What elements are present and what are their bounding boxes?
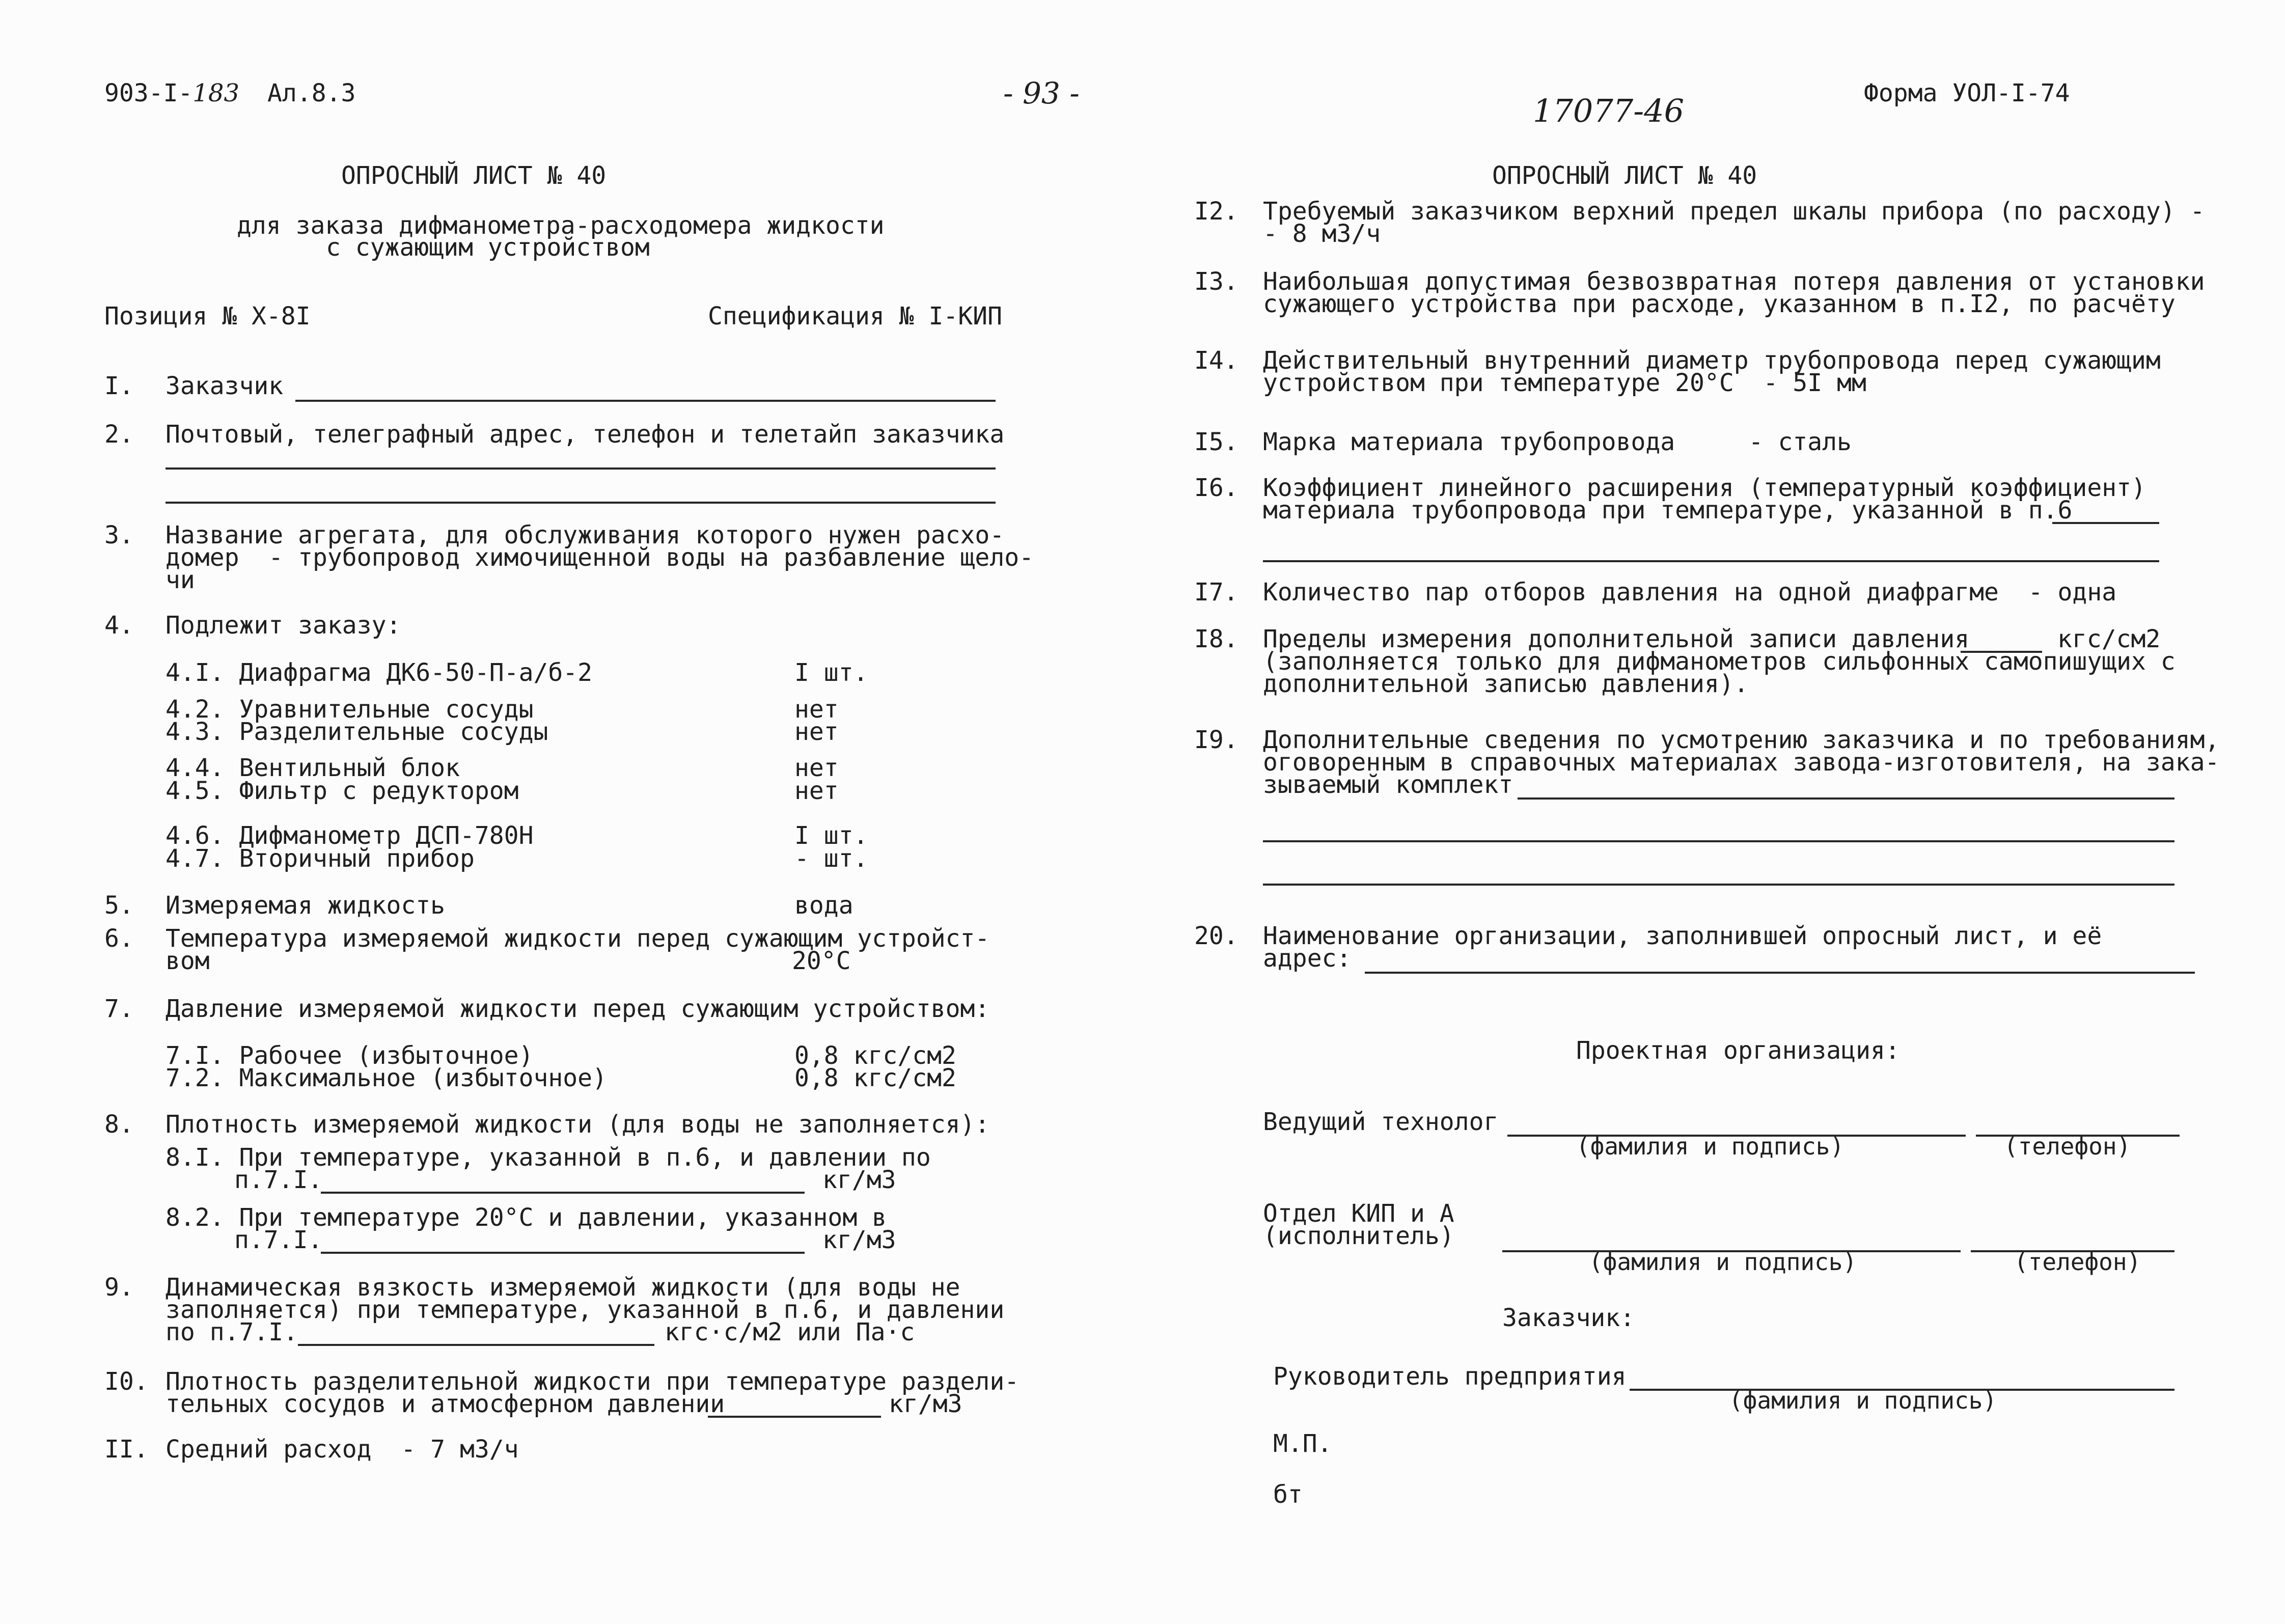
item-13-text-2: сужающего устройства при расходе, указанном в п.I2, по расчёту — [1263, 290, 2176, 318]
item-4-7-value: - шт. — [794, 844, 868, 873]
lead-tech-phone-caption: (телефон) — [2004, 1133, 2131, 1160]
item-4-text: Подлежит заказу: — [166, 611, 401, 640]
item-9-blank-line — [298, 1344, 654, 1346]
left-subtitle-1: для заказа дифманометра-расходомера жидкости — [237, 211, 885, 240]
item-9-text-1: Динамическая вязкость измеряемой жидкости (для воды не — [166, 1273, 960, 1302]
item-19-blank-line-1 — [1518, 797, 2174, 800]
item-8-2-text-2: п.7.I. — [234, 1226, 323, 1254]
item-10-unit: кг/м3 — [889, 1390, 962, 1418]
stamp-place-label: М.П. — [1273, 1429, 1332, 1458]
item-4-3-value: нет — [794, 718, 839, 746]
item-19-number: I9. — [1194, 726, 1238, 754]
item-16-blank-line-2 — [1263, 560, 2159, 562]
address-blank-line-2 — [166, 502, 996, 504]
form-code: Форма УОЛ-I-74 — [1864, 79, 2070, 107]
item-11-text: Средний расход - 7 м3/ч — [166, 1435, 519, 1464]
item-20-blank-line — [1365, 972, 2195, 974]
kip-department-label: Отдел КИП и А — [1263, 1199, 1454, 1228]
item-17-number: I7. — [1194, 578, 1238, 607]
item-17-text: Количество пар отборов давления на одной диафрагме - одна — [1263, 578, 2117, 607]
item-4-5-text: 4.5. Фильтр с редуктором — [166, 777, 519, 805]
item-1-number: I. — [104, 372, 134, 400]
item-4-1-value: I шт. — [794, 658, 868, 687]
item-9-number: 9. — [104, 1273, 134, 1302]
design-org-heading: Проектная организация: — [1576, 1036, 1900, 1065]
item-3-text-1: Название агрегата, для обслуживания которого нужен расхо- — [166, 521, 1005, 549]
director-name-caption: (фамилия и подпись) — [1729, 1387, 1997, 1414]
item-4-6-value: I шт. — [794, 821, 868, 850]
item-19-text-1: Дополнительные сведения по усмотрению заказчика и по требованиям, — [1263, 726, 2220, 754]
item-20-text-1: Наименование организации, заполнившей опросный лист, и её — [1263, 922, 2102, 950]
item-4-6-text: 4.6. Дифманометр ДСП-780Н — [166, 821, 534, 850]
item-8-2-unit: кг/м3 — [822, 1226, 896, 1254]
item-9-text-2: заполняется) при температуре, указанной в п.6, и давлении — [166, 1296, 1005, 1324]
item-13-number: I3. — [1194, 267, 1238, 296]
item-4-2-value: нет — [794, 695, 839, 724]
item-15-text: Марка материала трубопровода - сталь — [1263, 428, 1852, 456]
item-10-blank-line — [708, 1416, 881, 1418]
address-blank-line-1 — [166, 467, 996, 470]
lead-technologist-label: Ведущий технолог — [1263, 1108, 1499, 1136]
item-10-number: I0. — [104, 1367, 149, 1396]
item-5-number: 5. — [104, 891, 134, 920]
kip-phone-caption: (телефон) — [2014, 1248, 2141, 1276]
item-4-4-text: 4.4. Вентильный блок — [166, 754, 460, 782]
item-19-blank-line-3 — [1263, 884, 2174, 886]
item-7-1-value: 0,8 кгс/см2 — [794, 1041, 956, 1070]
item-16-text-2: материала трубопровода при температуре, указанной в п.6 — [1263, 496, 2073, 525]
item-18-text-2: (заполняется только для дифманометров сильфонных самопишущих с — [1263, 647, 2176, 676]
kip-executor-label: (исполнитель) — [1263, 1222, 1454, 1250]
item-4-2-text: 4.2. Уравнительные сосуды — [166, 695, 534, 724]
left-header-code — [104, 81, 239, 105]
item-11-number: II. — [104, 1435, 149, 1464]
right-header-handwritten: 17077-46 — [1533, 92, 1685, 129]
item-8-1-text-1: 8.I. При температуре, указанной в п.6, и давлении по — [166, 1143, 931, 1172]
item-5-value: вода — [794, 891, 854, 920]
item-7-text: Давление измеряемой жидкости перед сужающим устройством: — [166, 995, 990, 1023]
item-10-text-1: Плотность разделительной жидкости при температуре раздели- — [166, 1367, 1020, 1396]
item-4-3-text: 4.3. Разделительные сосуды — [166, 718, 548, 746]
item-14-text-1: Действительный внутренний диаметр трубопровода перед сужающим — [1263, 346, 2161, 375]
item-18-number: I8. — [1194, 625, 1238, 653]
customer-heading: Заказчик: — [1502, 1304, 1635, 1332]
item-15-number: I5. — [1194, 428, 1238, 456]
kip-name-caption: (фамилия и подпись) — [1589, 1248, 1857, 1276]
item-7-2-value: 0,8 кгс/см2 — [794, 1064, 956, 1092]
item-7-2-text: 7.2. Максимальное (избыточное) — [166, 1064, 607, 1092]
item-14-number: I4. — [1194, 346, 1238, 375]
item-4-5-value: нет — [794, 777, 839, 805]
item-20-number: 20. — [1194, 922, 1238, 950]
position-number: Позиция № Х-8I — [104, 302, 311, 331]
item-8-2-text-1: 8.2. При температуре 20°С и давлении, указанном в — [166, 1203, 887, 1232]
header-code-print: 903-I- — [104, 79, 193, 107]
page-number: - 93 - — [1003, 76, 1080, 111]
item-4-7-text: 4.7. Вторичный прибор — [166, 844, 475, 873]
item-3-number: 3. — [104, 521, 134, 549]
item-7-1-text: 7.I. Рабочее (избыточное) — [166, 1041, 534, 1070]
item-16-number: I6. — [1194, 474, 1238, 502]
item-9-unit: кгс·с/м2 или Па·с — [665, 1318, 915, 1346]
item-19-text-3: зываемый комплект — [1263, 770, 1513, 799]
item-4-number: 4. — [104, 611, 134, 640]
item-8-number: 8. — [104, 1110, 134, 1139]
item-6-value: 20°С — [792, 947, 851, 975]
item-18-text-1: Пределы измерения дополнительной записи давления — [1263, 625, 1970, 653]
item-7-number: 7. — [104, 995, 134, 1023]
director-label: Руководитель предприятия — [1273, 1362, 1627, 1391]
item-8-1-text-2: п.7.I. — [234, 1166, 323, 1194]
item-6-number: 6. — [104, 924, 134, 953]
item-18-text-3: дополнительной записью давления). — [1263, 670, 1749, 698]
item-12-text-1: Требуемый заказчиком верхний предел шкалы прибора (по расходу) - — [1263, 197, 2205, 226]
item-18-unit: кгс/см2 — [2057, 625, 2161, 653]
item-1-text: Заказчик — [166, 372, 284, 400]
item-12-text-2: - 8 м3/ч — [1263, 219, 1381, 248]
item-6-text-1: Температура измеряемой жидкости перед сужающим устройст- — [166, 924, 990, 953]
item-19-blank-line-2 — [1263, 840, 2174, 842]
left-form-title: ОПРОСНЫЙ ЛИСТ № 40 — [341, 161, 607, 190]
footer-mark: бт — [1273, 1480, 1303, 1509]
item-9-text-3: по п.7.I. — [166, 1318, 298, 1346]
left-subtitle-2: с сужающим устройством — [326, 233, 650, 262]
item-8-1-blank-line — [321, 1192, 805, 1194]
item-16-text-1: Коэффициент линейного расширения (температурный коэффициент) — [1263, 474, 2146, 502]
right-form-title: ОПРОСНЫЙ ЛИСТ № 40 — [1492, 161, 1757, 190]
item-2-number: 2. — [104, 420, 134, 449]
lead-tech-name-caption: (фамилия и подпись) — [1576, 1133, 1844, 1160]
item-13-text-1: Наибольшая допустимая безвозвратная потеря давления от установки — [1263, 267, 2205, 296]
customer-blank-line — [295, 400, 996, 402]
item-8-text: Плотность измеряемой жидкости (для воды не заполняется): — [166, 1110, 990, 1139]
item-14-text-2: устройством при температуре 20°С - 5I мм — [1263, 369, 1866, 397]
item-2-text: Почтовый, телеграфный адрес, телефон и телетайп заказчика — [166, 420, 1005, 449]
specification-number: Спецификация № I-КИП — [708, 302, 1002, 331]
item-3-text-3: чи — [166, 566, 195, 594]
item-20-text-2: адрес: — [1263, 944, 1352, 973]
item-19-text-2: оговоренным в справочных материалах завода-изготовителя, на зака- — [1263, 748, 2220, 777]
header-code-handwritten: 183 — [192, 79, 240, 107]
item-8-2-blank-line — [321, 1252, 805, 1254]
item-10-text-2: тельных сосудов и атмосферном давлении — [166, 1390, 725, 1418]
item-8-1-unit: кг/м3 — [822, 1166, 896, 1194]
item-16-blank-line-1 — [2052, 522, 2159, 524]
item-4-1-text: 4.I. Диафрагма ДК6-50-П-а/б-2 — [166, 658, 593, 687]
item-5-text: Измеряемая жидкость — [166, 891, 446, 920]
item-12-number: I2. — [1194, 197, 1238, 226]
item-6-text-2: вом — [166, 947, 210, 975]
item-4-4-value: нет — [794, 754, 839, 782]
left-header-album: Ал.8.3 — [267, 79, 356, 107]
item-3-text-2: домер - трубопровод химочищенной воды на разбавление щело- — [166, 543, 1034, 572]
